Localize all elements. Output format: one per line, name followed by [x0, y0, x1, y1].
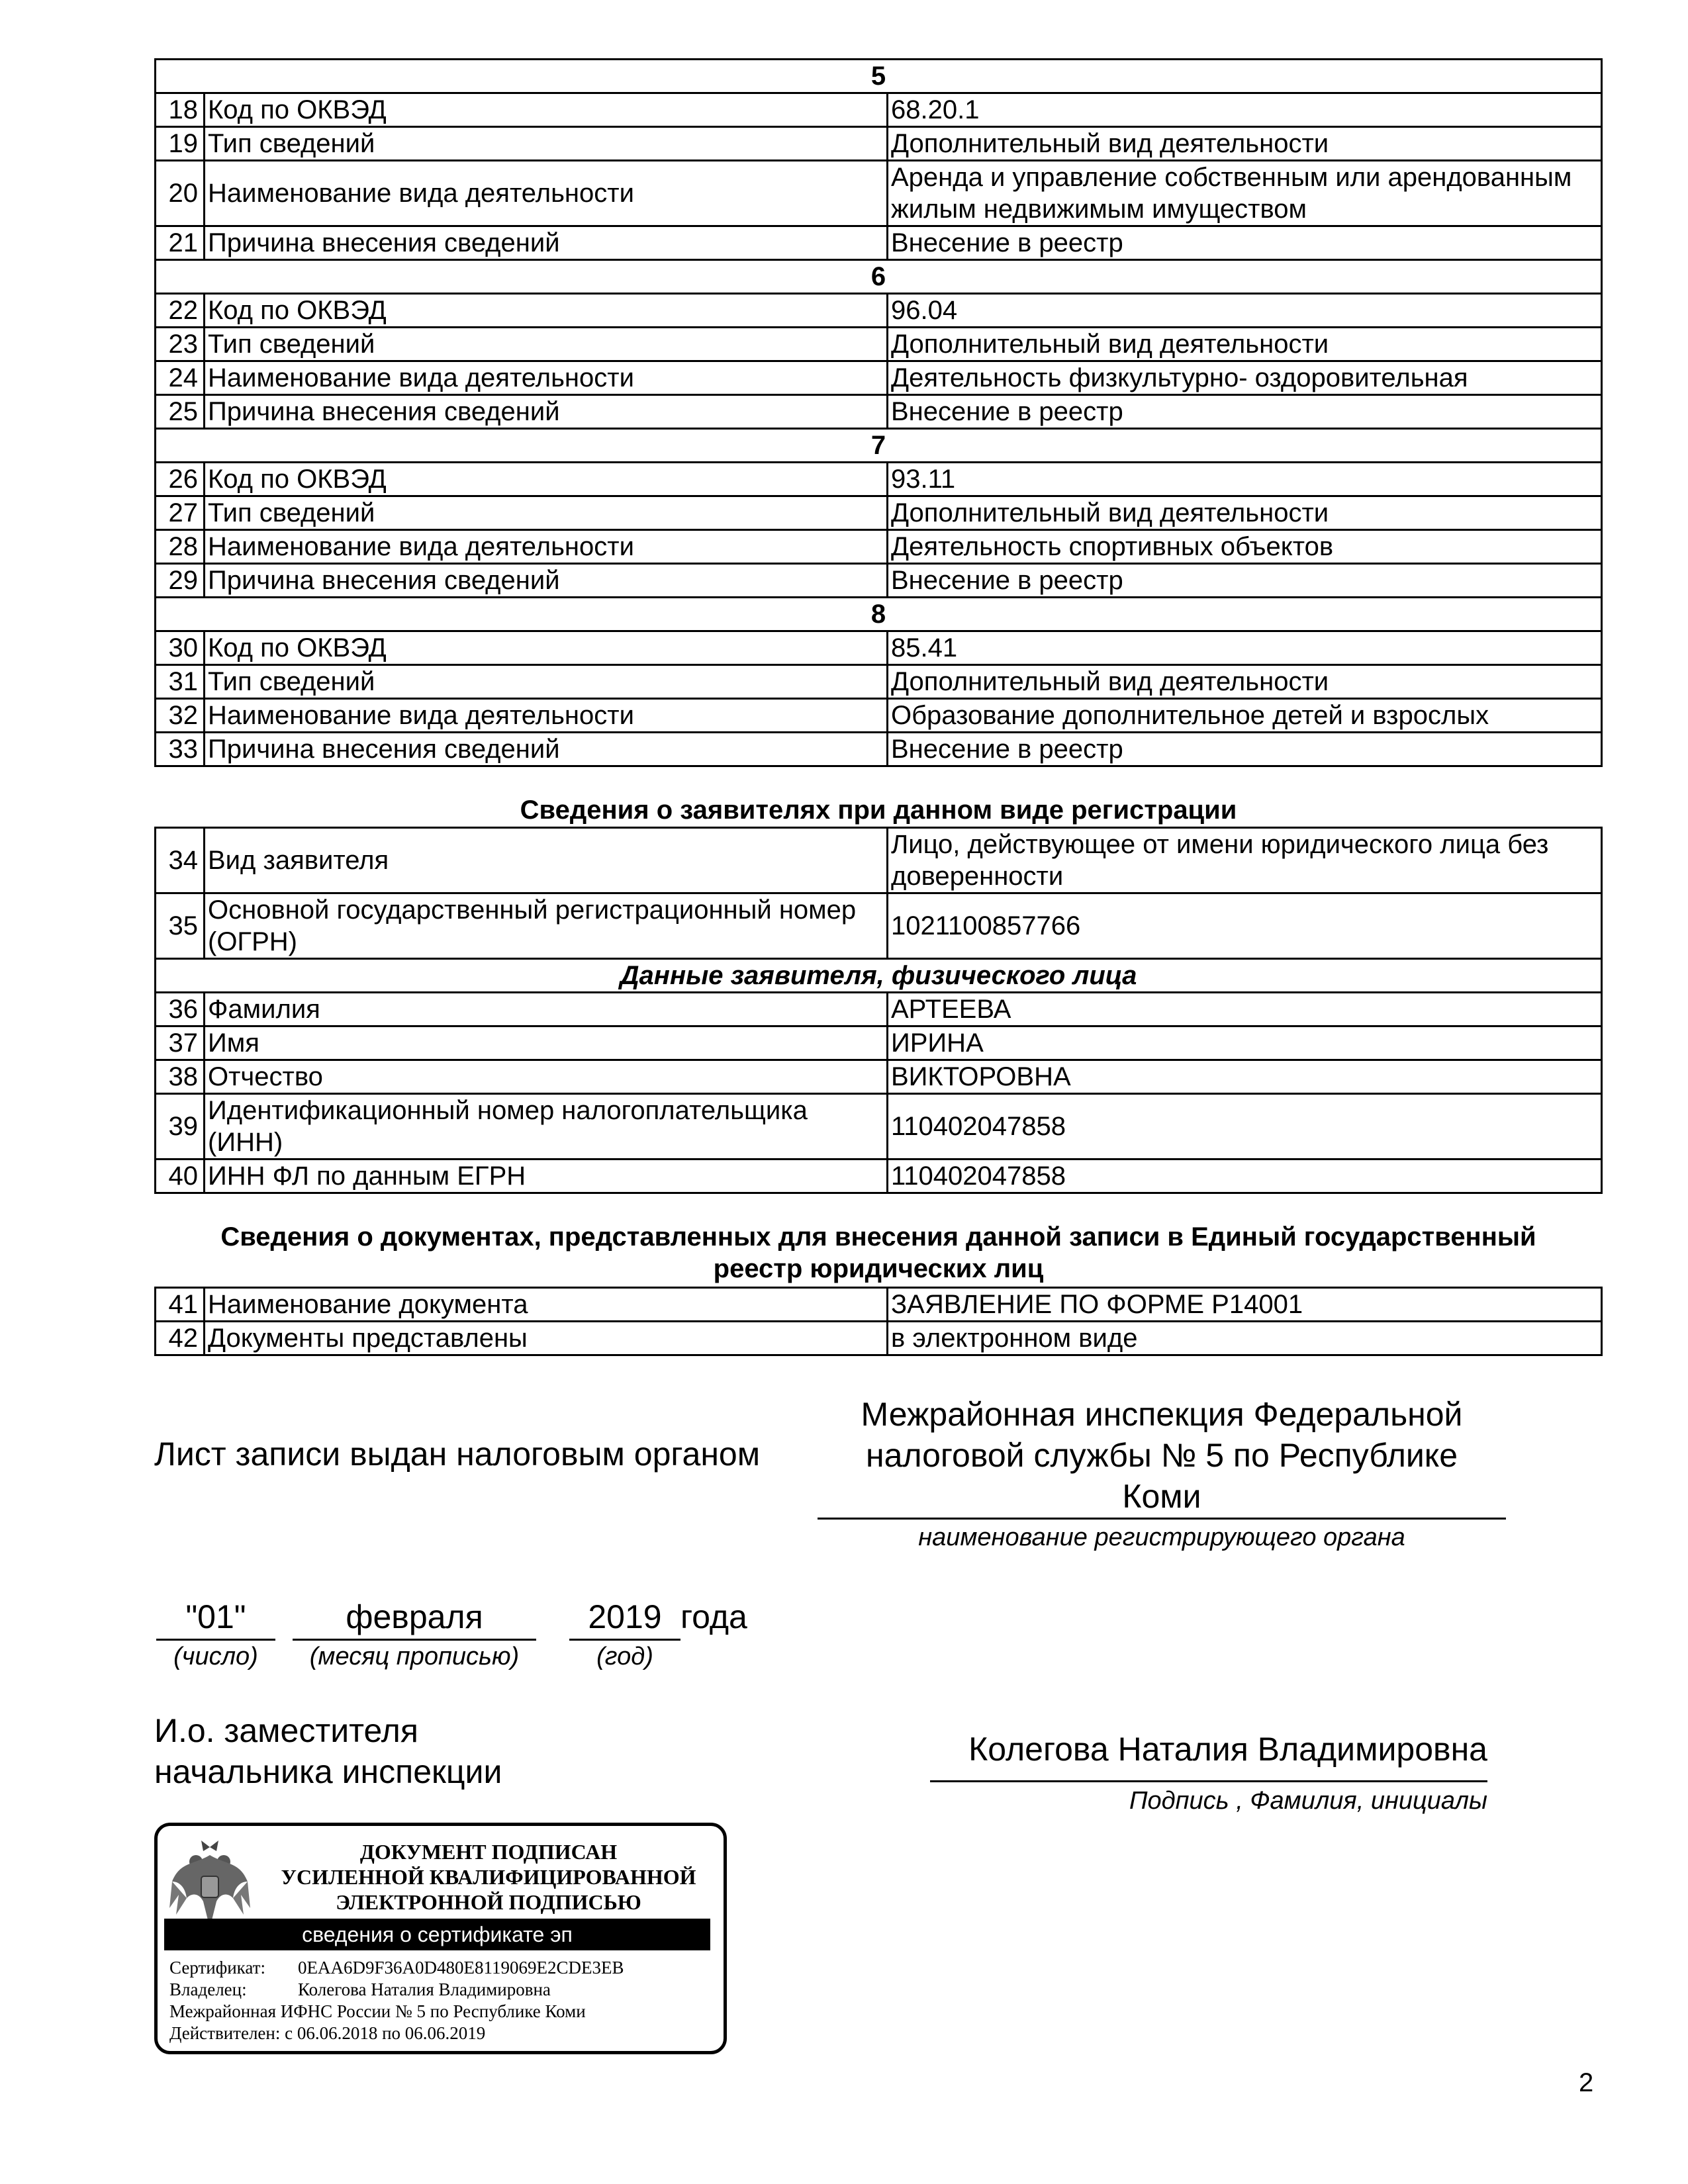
row-number: 39 [156, 1094, 205, 1160]
group-header: 6 [156, 260, 1602, 294]
table-row [156, 395, 1602, 429]
table-row [156, 733, 1602, 766]
row-label: Имя [205, 1026, 888, 1060]
applicant-subheading: Данные заявителя, физического лица [156, 959, 1602, 993]
row-number: 28 [156, 530, 205, 564]
table-row [156, 893, 1602, 959]
stamp-valid-line [169, 2023, 712, 2044]
signatory-underline [930, 1780, 1487, 1782]
row-number: 21 [156, 226, 205, 260]
signatory-name: Колегова Наталия Владимировна [968, 1731, 1487, 1768]
row-number: 24 [156, 361, 205, 395]
row-value: Дополнительный вид деятельности [888, 328, 1602, 361]
signatory-position-line2: начальника инспекции [154, 1753, 502, 1790]
group-header: 7 [156, 429, 1602, 463]
stamp-cert-line [169, 1957, 712, 1979]
signatory-caption: Подпись , Фамилия, инициалы [1129, 1787, 1487, 1815]
authority-line2: налоговой службы № 5 по Республике [865, 1437, 1458, 1474]
applicants-table [154, 827, 1603, 1194]
row-label: Причина внесения сведений [205, 733, 888, 766]
date-year-suffix: года [680, 1598, 747, 1635]
table-row [156, 161, 1602, 226]
row-value: Дополнительный вид деятельности [888, 127, 1602, 161]
stamp-title [263, 1839, 714, 1915]
row-label: Тип сведений [205, 496, 888, 530]
table-row [156, 1060, 1602, 1094]
table-row [156, 496, 1602, 530]
cert-label: Сертификат: [169, 1958, 265, 1978]
row-number: 31 [156, 665, 205, 699]
valid-value: с 06.06.2018 по 06.06.2019 [285, 2023, 486, 2043]
row-label: Тип сведений [205, 665, 888, 699]
row-value: Внесение в реестр [888, 564, 1602, 598]
table-row [156, 631, 1602, 665]
date-year-underline [569, 1639, 680, 1641]
row-number: 32 [156, 699, 205, 733]
authority-line1: Межрайонная инспекция Федеральной [861, 1396, 1463, 1433]
applicants-heading: Сведения о заявителях при данном виде регистрации [520, 796, 1237, 825]
date-day-underline [156, 1639, 275, 1641]
row-label: Основной государственный регистрационный номер (ОГРН) [205, 893, 888, 959]
row-label: Отчество [205, 1060, 888, 1094]
owner-value: Колегова Наталия Владимировна [298, 1979, 551, 1999]
table-row [156, 463, 1602, 496]
row-value: 93.11 [888, 463, 1602, 496]
row-label: Код по ОКВЭД [205, 294, 888, 328]
table-row [156, 361, 1602, 395]
documents-heading-line2: реестр юридических лиц [713, 1254, 1044, 1283]
row-value: Внесение в реестр [888, 733, 1602, 766]
row-label: Наименование вида деятельности [205, 361, 888, 395]
row-number: 36 [156, 993, 205, 1026]
documents-heading [154, 1221, 1603, 1285]
table-row [156, 294, 1602, 328]
valid-label: Действителен: [169, 2023, 281, 2043]
row-number: 33 [156, 733, 205, 766]
row-value: 96.04 [888, 294, 1602, 328]
signatory-position-line1: И.о. заместителя [154, 1712, 418, 1749]
row-number: 37 [156, 1026, 205, 1060]
row-value: Внесение в реестр [888, 395, 1602, 429]
stamp-cert-bar: сведения о сертификате эп [164, 1919, 710, 1950]
row-value: Аренда и управление собственным или арендованным жилым недвижимым имуществом [888, 161, 1602, 226]
row-number: 19 [156, 127, 205, 161]
row-label: Причина внесения сведений [205, 395, 888, 429]
row-number: 41 [156, 1288, 205, 1322]
row-label: Наименование вида деятельности [205, 530, 888, 564]
row-label: Причина внесения сведений [205, 564, 888, 598]
date-month-underline [293, 1639, 536, 1641]
row-label: Фамилия [205, 993, 888, 1026]
date-day-caption: (число) [173, 1643, 258, 1670]
row-value: 85.41 [888, 631, 1602, 665]
stamp-title-line1: ДОКУМЕНТ ПОДПИСАН [359, 1840, 618, 1864]
row-number: 35 [156, 893, 205, 959]
row-number: 42 [156, 1322, 205, 1355]
table-row [156, 564, 1602, 598]
row-value: в электронном виде [888, 1322, 1602, 1355]
table-row [156, 127, 1602, 161]
row-value: 1021100857766 [888, 893, 1602, 959]
stamp-cert-info [169, 1957, 712, 2044]
table-row [156, 665, 1602, 699]
row-number: 20 [156, 161, 205, 226]
issued-label: Лист записи выдан налоговым органом [154, 1435, 761, 1473]
row-label: Код по ОКВЭД [205, 631, 888, 665]
documents-table [154, 1287, 1603, 1356]
signatory-position [154, 1710, 502, 1792]
row-number: 25 [156, 395, 205, 429]
table-row [156, 993, 1602, 1026]
row-number: 22 [156, 294, 205, 328]
authority-underline [818, 1518, 1506, 1520]
row-value: 110402047858 [888, 1160, 1602, 1193]
table-row [156, 1094, 1602, 1160]
stamp-title-line3: ЭЛЕКТРОННОЙ ПОДПИСЬЮ [336, 1890, 641, 1914]
row-label: Причина внесения сведений [205, 226, 888, 260]
table-row [156, 699, 1602, 733]
authority-name [818, 1394, 1506, 1517]
row-label: Вид заявителя [205, 828, 888, 893]
row-number: 18 [156, 93, 205, 127]
table-row [156, 226, 1602, 260]
row-value: 110402047858 [888, 1094, 1602, 1160]
row-value: Деятельность физкультурно- оздоровительная [888, 361, 1602, 395]
row-value: ВИКТОРОВНА [888, 1060, 1602, 1094]
row-label: Наименование вида деятельности [205, 161, 888, 226]
table-row [156, 93, 1602, 127]
page-number: 2 [1579, 2068, 1594, 2097]
row-label: Идентификационный номер налогоплательщика (ИНН) [205, 1094, 888, 1160]
table-row [156, 530, 1602, 564]
row-label: Тип сведений [205, 127, 888, 161]
row-number: 40 [156, 1160, 205, 1193]
table-row [156, 1160, 1602, 1193]
row-value: АРТЕЕВА [888, 993, 1602, 1026]
row-number: 26 [156, 463, 205, 496]
group-header: 5 [156, 60, 1602, 93]
row-number: 30 [156, 631, 205, 665]
row-number: 23 [156, 328, 205, 361]
row-value: ИРИНА [888, 1026, 1602, 1060]
row-number: 27 [156, 496, 205, 530]
row-number: 38 [156, 1060, 205, 1094]
e-signature-stamp [154, 1823, 727, 2054]
date-day: "01" [185, 1598, 246, 1635]
row-number: 34 [156, 828, 205, 893]
activities-table [154, 58, 1603, 767]
row-number: 29 [156, 564, 205, 598]
stamp-org: Межрайонная ИФНС России № 5 по Республике Коми [169, 2001, 586, 2021]
row-label: Документы представлены [205, 1322, 888, 1355]
stamp-title-line2: УСИЛЕННОЙ КВАЛИФИЦИРОВАННОЙ [281, 1865, 696, 1889]
date-year-caption: (год) [596, 1643, 653, 1670]
table-row [156, 1288, 1602, 1322]
row-label: Тип сведений [205, 328, 888, 361]
row-label: Наименование документа [205, 1288, 888, 1322]
row-value: Образование дополнительное детей и взрослых [888, 699, 1602, 733]
row-label: Код по ОКВЭД [205, 93, 888, 127]
row-label: ИНН ФЛ по данным ЕГРН [205, 1160, 888, 1193]
date-year: 2019 [588, 1598, 662, 1635]
table-row [156, 1026, 1602, 1060]
row-value: Дополнительный вид деятельности [888, 496, 1602, 530]
table-row [156, 328, 1602, 361]
authority-caption: наименование регистрирующего органа [918, 1524, 1405, 1551]
row-label: Наименование вида деятельности [205, 699, 888, 733]
row-value: Лицо, действующее от имени юридического лица без доверенности [888, 828, 1602, 893]
date-month: февраля [346, 1598, 483, 1635]
row-value: ЗАЯВЛЕНИЕ ПО ФОРМЕ Р14001 [888, 1288, 1602, 1322]
owner-label: Владелец: [169, 1979, 247, 1999]
row-value: Дополнительный вид деятельности [888, 665, 1602, 699]
authority-line3: Коми [1122, 1478, 1201, 1515]
row-value: Деятельность спортивных объектов [888, 530, 1602, 564]
table-row [156, 828, 1602, 893]
row-label: Код по ОКВЭД [205, 463, 888, 496]
date-month-caption: (месяц прописью) [309, 1643, 520, 1670]
cert-value: 0EAA6D9F36A0D480E8119069E2CDE3EB [298, 1958, 624, 1978]
table-row [156, 1322, 1602, 1355]
documents-heading-line1: Сведения о документах, представленных для внесения данной записи в Единый государственный [220, 1222, 1536, 1251]
stamp-owner-line [169, 1979, 712, 2001]
row-value: 68.20.1 [888, 93, 1602, 127]
row-value: Внесение в реестр [888, 226, 1602, 260]
group-header: 8 [156, 598, 1602, 631]
